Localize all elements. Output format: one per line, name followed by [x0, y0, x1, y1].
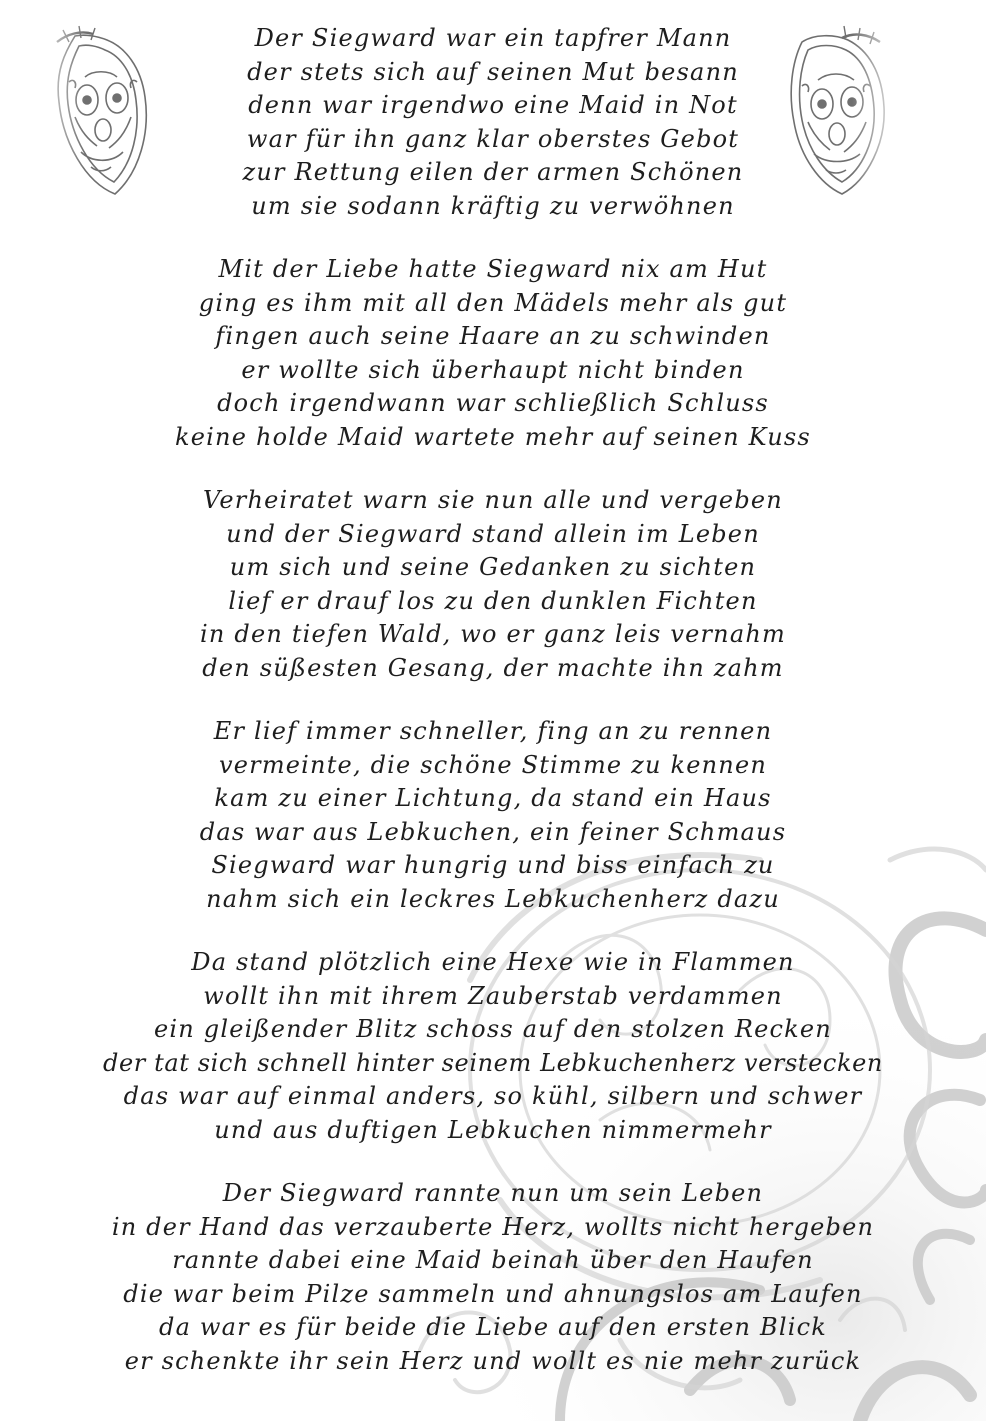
- poem-line: er schenkte ihr sein Herz und wollt es nie mehr zurück: [124, 1346, 862, 1375]
- poem-line: um sie sodann kräftig zu verwöhnen: [251, 191, 735, 220]
- stanza-2: [10, 253, 976, 454]
- poem-line: Mit der Liebe hatte Siegward nix am Hut: [218, 255, 768, 283]
- poem-line: der stets sich auf seinen Mut besann: [247, 57, 739, 86]
- poem-line: den süßesten Gesang, der machte ihn zahm: [202, 653, 784, 682]
- poem-line: lief er drauf los zu den dunklen Fichten: [228, 586, 758, 615]
- poem-line: wollt ihn mit ihrem Zauberstab verdammen: [203, 981, 783, 1010]
- poem-line: in der Hand das verzauberte Herz, wollts nicht hergeben: [111, 1212, 875, 1241]
- poem-line: kam zu einer Lichtung, da stand ein Haus: [214, 784, 772, 812]
- stanza-6: [10, 1177, 976, 1378]
- poem-line: zur Rettung eilen der armen Schönen: [242, 158, 744, 186]
- poem-line: rannte dabei eine Maid beinah über den Haufen: [172, 1246, 814, 1274]
- poem-line: Der Siegward rannte nun um sein Leben: [222, 1179, 764, 1207]
- poem-line: in den tiefen Wald, wo er ganz leis vernahm: [200, 620, 786, 648]
- poem-line: ein gleißender Blitz schoss auf den stolzen Recken: [154, 1015, 832, 1043]
- stanza-1: [10, 22, 976, 223]
- poem-line: Er lief immer schneller, fing an zu rennen: [213, 717, 773, 745]
- poem-line: nahm sich ein leckres Lebkuchenherz dazu: [206, 884, 780, 913]
- poem-line: Siegward war hungrig und biss einfach zu: [211, 851, 775, 879]
- poem-line: da war es für beide die Liebe auf den ersten Blick: [159, 1313, 827, 1341]
- poem-line: vermeinte, die schöne Stimme zu kennen: [218, 750, 768, 779]
- poem-line: das war auf einmal anders, so kühl, silbern und schwer: [123, 1082, 863, 1110]
- poem: [10, 22, 976, 1408]
- poem-line: der tat sich schnell hinter seinem Lebkuchenherz verstecken: [103, 1048, 883, 1077]
- poem-line: doch irgendwann war schließlich Schluss: [217, 389, 769, 417]
- poem-line: er wollte sich überhaupt nicht binden: [241, 355, 745, 384]
- poem-line: die war beim Pilze sammeln und ahnungslos am Laufen: [123, 1279, 863, 1308]
- stanza-3: [10, 484, 976, 685]
- poem-line: fingen auch seine Haare an zu schwinden: [215, 322, 771, 350]
- poem-line: war für ihn ganz klar oberstes Gebot: [246, 124, 740, 153]
- poem-line: das war aus Lebkuchen, ein feiner Schmaus: [199, 817, 787, 846]
- poem-line: keine holde Maid wartete mehr auf seinen Kuss: [175, 422, 811, 451]
- poem-line: und aus duftigen Lebkuchen nimmermehr: [214, 1115, 772, 1144]
- poem-line: Der Siegward war ein tapfrer Mann: [254, 24, 732, 52]
- poem-line: und der Siegward stand allein im Leben: [226, 519, 760, 548]
- poem-line: denn war irgendwo eine Maid in Not: [248, 91, 738, 119]
- poem-line: Verheiratet warn sie nun alle und vergeben: [203, 486, 783, 514]
- poem-line: Da stand plötzlich eine Hexe wie in Flammen: [191, 948, 795, 976]
- poem-line: ging es ihm mit all den Mädels mehr als gut: [198, 288, 788, 317]
- stanza-4: [10, 715, 976, 916]
- stanza-5: [10, 946, 976, 1147]
- poem-line: um sich und seine Gedanken zu sichten: [229, 553, 757, 581]
